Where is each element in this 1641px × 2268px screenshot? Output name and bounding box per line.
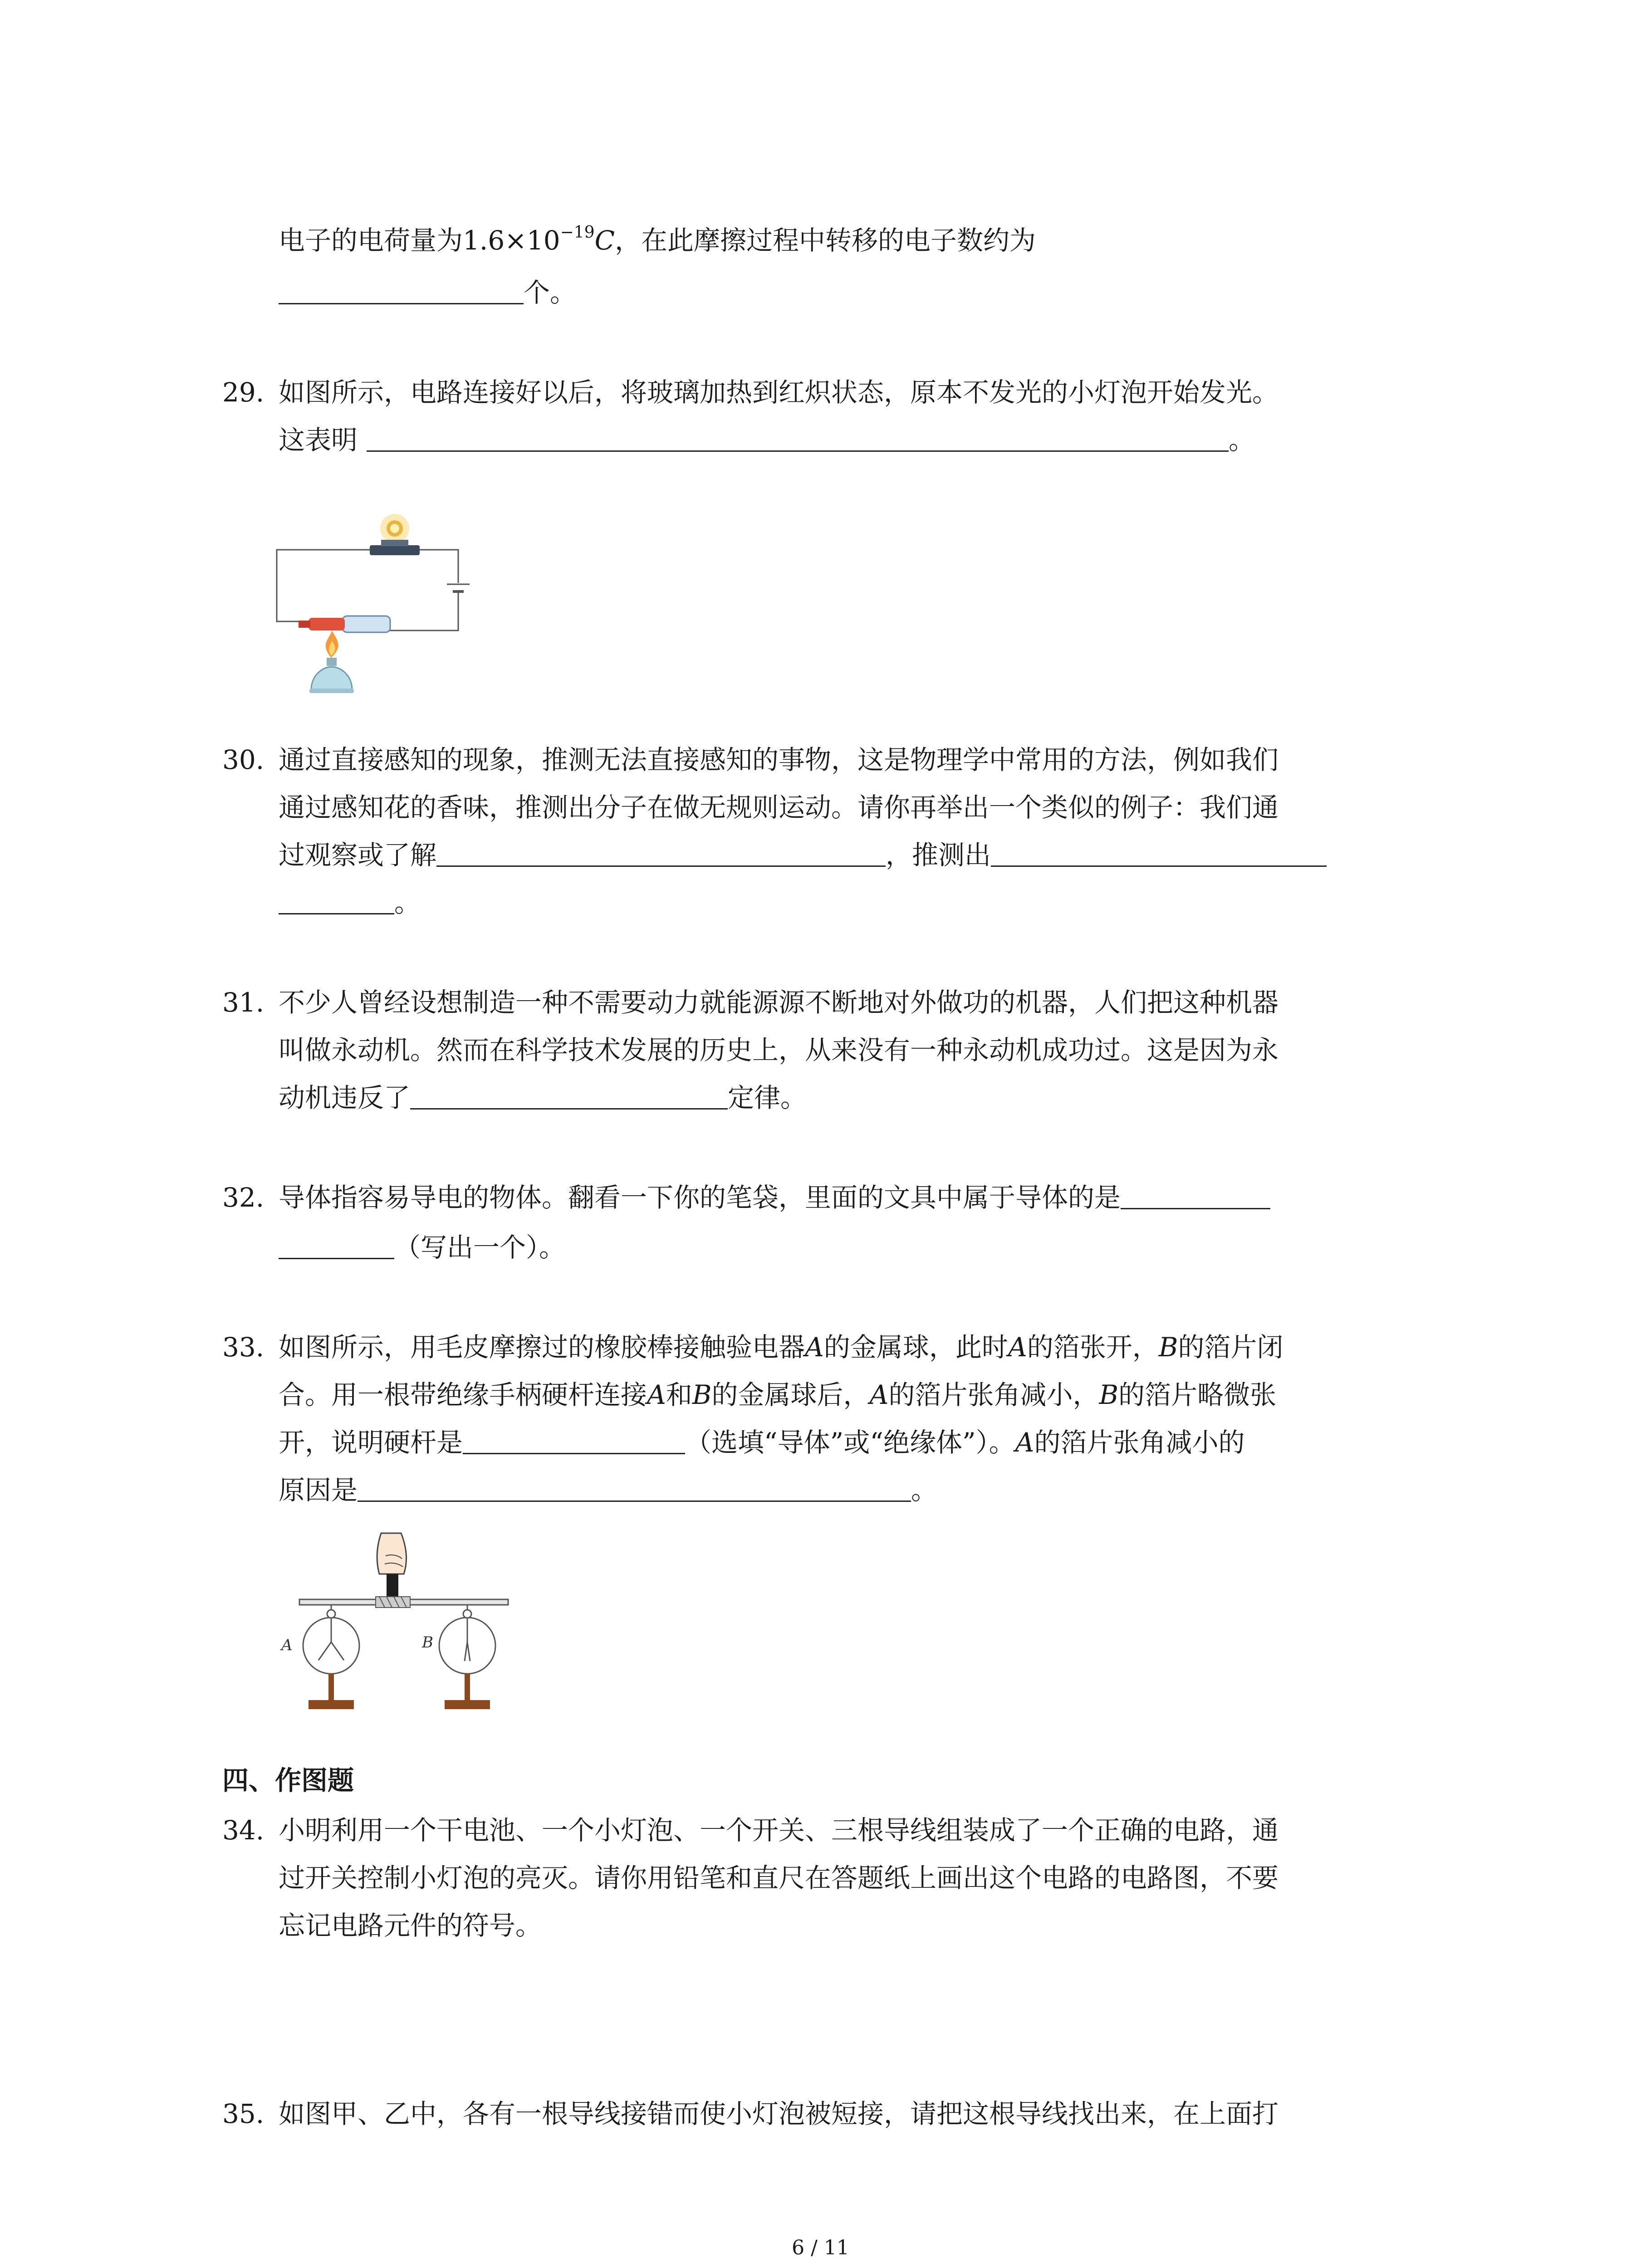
q28-line1 — [279, 225, 1036, 256]
electroscope-a-icon — [303, 1605, 359, 1709]
q33-var: A — [869, 1379, 889, 1410]
q33-number: 33. — [222, 1332, 265, 1363]
glass-rod-icon — [299, 616, 390, 632]
q30-mid: ，推测出 — [886, 840, 991, 870]
wire-right-bottom — [388, 592, 458, 631]
q30-answer-blank-2-cont[interactable] — [279, 887, 394, 914]
q33-line1 — [279, 1331, 1283, 1363]
q33-text: 。 — [911, 1475, 938, 1505]
q33-electroscope-figure — [272, 1529, 526, 1728]
bulb-base-icon — [370, 545, 420, 555]
q31-number: 31. — [222, 987, 265, 1018]
flame-icon — [326, 631, 338, 658]
q31-answer-blank[interactable] — [410, 1082, 728, 1110]
q33-var: B — [692, 1379, 712, 1410]
q33-text: 如图所示，用毛皮摩擦过的橡胶棒接触验电器 — [279, 1332, 805, 1363]
q29-number: 29. — [222, 377, 265, 408]
q29-answer-blank[interactable] — [367, 424, 1229, 452]
q33-text: 的箔片张角减小的 — [1034, 1427, 1245, 1458]
q33-text: 的箔片闭 — [1178, 1332, 1283, 1363]
q33-text: 和 — [666, 1379, 692, 1410]
page-number: 6 / 11 — [792, 2236, 849, 2259]
q30-answer-blank-1[interactable] — [436, 839, 886, 867]
q29-suffix: 。 — [1229, 425, 1255, 455]
q29-circuit-figure — [268, 508, 485, 703]
q28-exponent: −19 — [560, 223, 595, 242]
q33-answer-blank-2[interactable] — [358, 1474, 911, 1502]
q29-prefix: 这表明 — [279, 425, 358, 455]
q29-line2 — [279, 424, 1255, 456]
electroscope-b-icon — [439, 1605, 495, 1709]
q30-line4 — [279, 887, 421, 919]
q31-line3 — [279, 1082, 807, 1114]
q31-line2: 叫做永动机。然而在科学技术发展的历史上，从来没有一种永动机成功过。这是因为永 — [279, 1035, 1279, 1066]
q28-unit: C — [594, 225, 615, 256]
q33-text: 开，说明硬杆是 — [279, 1427, 463, 1458]
q33-text: 的金属球后， — [711, 1379, 870, 1410]
section-title: 四、作图题 — [222, 1765, 354, 1796]
q33-text: （选填“导体”或“绝缘体”）。 — [685, 1427, 1015, 1458]
wire-right-top — [420, 550, 458, 583]
q33-var: B — [1099, 1379, 1119, 1410]
q30-number: 30. — [222, 744, 265, 775]
electroscope-b-label: B — [422, 1633, 433, 1652]
q32-question-text: 导体指容易导电的物体。翻看一下你的笔袋，里面的文具中属于导体的是 — [279, 1182, 1121, 1213]
q28-line2 — [279, 277, 576, 308]
q33-answer-blank-1[interactable] — [463, 1427, 685, 1454]
q35-number: 35. — [222, 2098, 265, 2129]
bulb-glow-icon — [380, 514, 409, 543]
q33-text: 的箔片略微张 — [1118, 1379, 1277, 1410]
q31-line1: 不少人曾经设想制造一种不需要动力就能源源不断地对外做功的机器，人们把这种机器 — [279, 987, 1279, 1018]
q33-var: A — [1015, 1427, 1034, 1458]
q33-var: A — [647, 1379, 666, 1410]
q33-var: A — [1008, 1332, 1027, 1363]
insulated-handle-icon — [387, 1574, 398, 1599]
q30-line3 — [279, 839, 1327, 871]
q34-line1: 小明利用一个干电池、一个小灯泡、一个开关、三根导线组装成了一个正确的电路，通 — [279, 1815, 1279, 1846]
q28-question-text: ，在此摩擦过程中转移的电子数约为 — [615, 225, 1036, 256]
q30-line2: 通过感知花的香味，推测出分子在做无规则运动。请你再举出一个类似的例子：我们通 — [279, 792, 1279, 823]
q33-line3 — [279, 1427, 1245, 1458]
q29-line1: 如图所示，电路连接好以后，将玻璃加热到红炽状态，原本不发光的小灯泡开始发光。 — [279, 377, 1279, 408]
q34-line3: 忘记电路元件的符号。 — [279, 1910, 542, 1941]
q30-line1: 通过直接感知的现象，推测无法直接感知的事物，这是物理学中常用的方法，例如我们 — [279, 744, 1279, 775]
wire-left — [277, 550, 370, 621]
q33-text: 的箔张开， — [1027, 1332, 1159, 1363]
q32-suffix: （写出一个）。 — [394, 1232, 566, 1263]
q33-var: B — [1158, 1332, 1178, 1363]
q33-var: A — [805, 1332, 824, 1363]
electroscope-a-label: A — [281, 1636, 293, 1654]
q34-line2: 过开关控制小灯泡的亮灭。请你用铅笔和直尺在答题纸上画出这个电路的电路图，不要 — [279, 1862, 1279, 1893]
q33-text: 的箔片张角减小， — [888, 1379, 1099, 1410]
q28-answer-blank[interactable] — [279, 277, 524, 304]
q28-charge-text: 电子的电荷量为1.6×10 — [279, 225, 560, 256]
q33-line4 — [279, 1474, 937, 1506]
q33-text: 原因是 — [279, 1475, 358, 1505]
q30-suffix: 。 — [394, 887, 421, 918]
q35-line1: 如图甲、乙中，各有一根导线接错而使小灯泡被短接，请把这根导线找出来，在上面打 — [279, 2098, 1279, 2129]
q33-line2 — [279, 1379, 1276, 1411]
q32-line1 — [279, 1182, 1270, 1213]
q32-answer-blank-cont[interactable] — [279, 1232, 394, 1259]
q31-suffix: 定律。 — [728, 1082, 807, 1113]
q30-answer-blank-2[interactable] — [991, 839, 1327, 867]
alcohol-lamp-icon — [309, 658, 354, 693]
q33-text: 合。用一根带绝缘手柄硬杆连接 — [279, 1379, 647, 1410]
q31-prefix: 动机违反了 — [279, 1082, 411, 1113]
q32-number: 32. — [222, 1182, 265, 1213]
q32-line2 — [279, 1232, 565, 1263]
q30-prefix: 过观察或了解 — [279, 840, 437, 870]
hand-icon — [377, 1533, 407, 1574]
q33-text: 的金属球，此时 — [823, 1332, 1008, 1363]
q32-answer-blank[interactable] — [1121, 1182, 1270, 1209]
q34-number: 34. — [222, 1815, 265, 1846]
q28-suffix: 个。 — [524, 277, 577, 308]
